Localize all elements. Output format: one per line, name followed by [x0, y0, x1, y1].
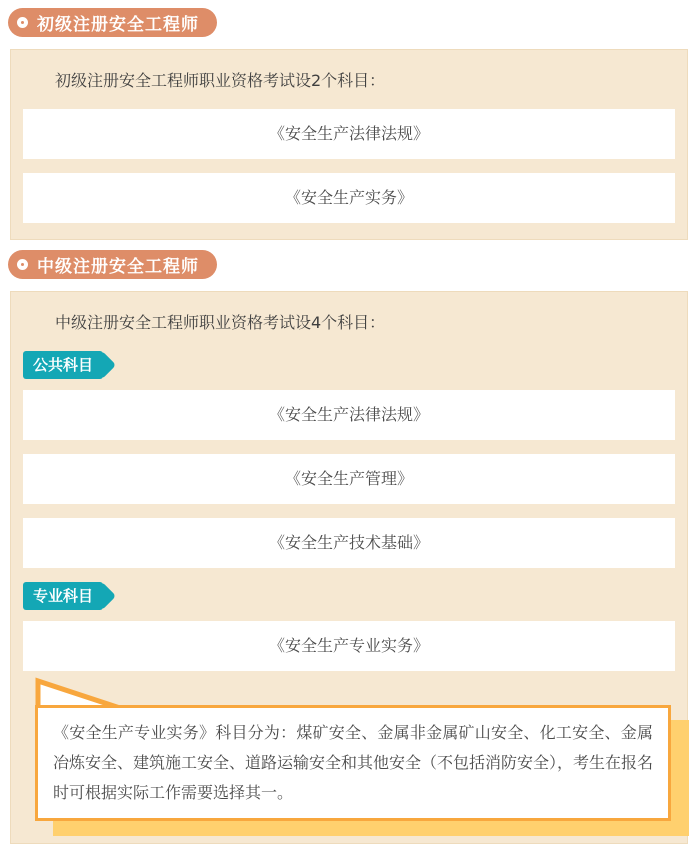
tag-row: [23, 582, 675, 610]
subject-card: [23, 173, 675, 223]
note-callout: [35, 677, 673, 821]
section-header-intermediate: [8, 250, 693, 279]
subject-label: 《安全生产技术基础》: [268, 533, 429, 552]
ring-circle-icon: [17, 259, 28, 270]
tag-label: 公共科目: [33, 356, 94, 374]
ring-circle-icon: [17, 17, 28, 28]
intro-text: 中级注册安全工程师职业资格考试设4个科目：: [55, 313, 386, 332]
subject-card: [23, 518, 675, 568]
section-header-junior: [8, 8, 693, 37]
section-title: 中级注册安全工程师: [37, 257, 199, 277]
subject-card: [23, 109, 675, 159]
tag-label: 专业科目: [33, 587, 94, 605]
subject-label: 《安全生产管理》: [284, 469, 413, 488]
title-badge: [8, 8, 217, 37]
section-junior: [10, 49, 688, 240]
subject-card: [23, 454, 675, 504]
title-badge: [8, 250, 217, 279]
subject-card: [23, 390, 675, 440]
subject-label: 《安全生产法律法规》: [268, 124, 429, 143]
group-public-subjects: [23, 351, 675, 568]
tag-public-subjects: [23, 351, 103, 379]
subject-label: 《安全生产专业实务》: [268, 636, 429, 655]
subject-card: [23, 621, 675, 671]
subject-label: 《安全生产法律法规》: [268, 405, 429, 424]
group-professional-subjects: [23, 582, 675, 671]
subject-label: 《安全生产实务》: [284, 188, 413, 207]
note-text: 《安全生产专业实务》科目分为：煤矿安全、金属非金属矿山安全、化工安全、金属冶炼安全、建筑施工安全、道路运输安全和其他安全（不包括消防安全），考生在报名时可根据实际工作需要选择其一。: [53, 723, 654, 802]
note-box: [35, 705, 671, 821]
section-intermediate: [10, 291, 688, 844]
tag-row: [23, 351, 675, 379]
intro-text: 初级注册安全工程师职业资格考试设2个科目：: [55, 71, 386, 90]
tag-professional-subjects: [23, 582, 103, 610]
section-title: 初级注册安全工程师: [37, 15, 199, 35]
